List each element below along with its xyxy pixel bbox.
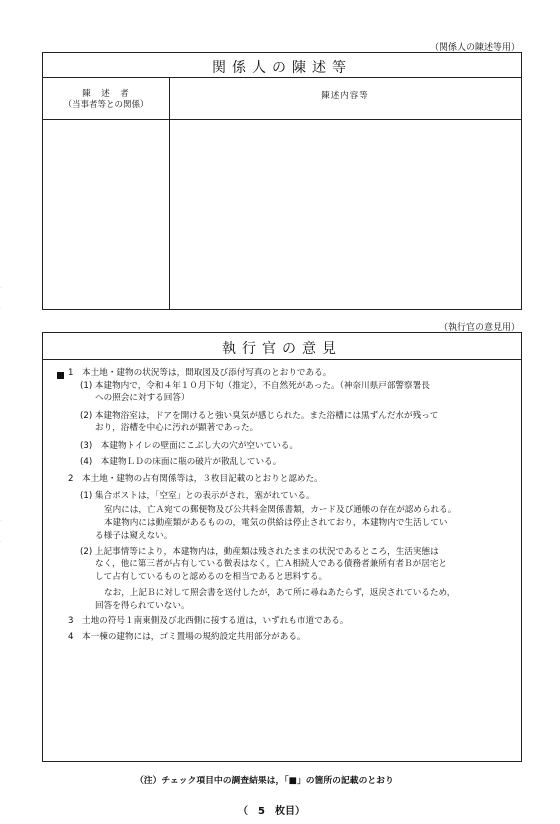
opinion-line: おり，浴槽を中心に汚れが顕著であった。 — [95, 423, 259, 433]
opinion-line: なお，上記Ｂに対して照会書を送付したが，あて所に尋ねあたらず，返戻されているため， — [104, 588, 456, 598]
opinion-line: して占有しているものと認めるのを相当であると思料する。 — [95, 572, 328, 582]
header-divider-left — [43, 119, 169, 120]
opinion-line: 1 本土地・建物の状況等は，間取図及び添付写真のとおりである。 — [68, 368, 332, 378]
header-divider-right — [169, 119, 521, 120]
binding-hole-mark — [0, 520, 5, 542]
opinion-line: 室内には，亡Ａ宛ての郵便物及び公共料金関係書類，カード及び通帳の存在が認められる。 — [104, 505, 457, 515]
title-divider — [43, 77, 521, 78]
binding-hole-mark — [0, 287, 5, 309]
statements-table — [42, 52, 522, 310]
statements-title: 関係人の陳述等 — [212, 60, 352, 76]
opinion-title: 執行官の意見 — [222, 341, 342, 357]
statement-content-header: 陳述内容等 — [321, 91, 369, 101]
page-number: （ 5 枚目） — [238, 806, 305, 817]
opinion-line: なく，他に第三者が占有している徴表はなく，亡Ａ相続人である債務者兼所有者Ｂが居宅と — [95, 559, 448, 569]
declarant-header: 陳 述 者 （当事者等との関係） — [63, 89, 149, 110]
opinion-line: 本建物内には動産類があるものの，電気の供給は停止されており，本建物内で生活してい — [104, 518, 448, 528]
opinion-title-divider — [43, 359, 521, 360]
opinion-line: 回答を得られていない。 — [95, 601, 190, 611]
column-divider — [169, 77, 170, 309]
opinion-line: (1) 本建物内で，令和４年１０月下旬（推定），不自然死があった。（神奈川県戸部警察署長 — [80, 381, 430, 391]
checked-square-icon — [57, 372, 64, 379]
opinion-line: への照会に対する回答） — [95, 393, 190, 403]
opinion-line: (3) 本建物トイレの壁面にこぶし大の穴が空いている。 — [80, 441, 298, 451]
opinion-line: る様子は窺えない。 — [95, 531, 173, 541]
statement-form-caption: （関係人の陳述等用） — [429, 43, 520, 53]
opinion-line: (4) 本建物ＬＤの床面に瓶の破片が散乱している。 — [80, 457, 282, 467]
opinion-line: (2) 本建物浴室は，ドアを開けると強い臭気が感じられた。また浴槽には黒ずんだ水が残って — [80, 411, 439, 421]
opinion-line: 3 土地の符号１南東側及び北西側に接する道は，いずれも市道である。 — [68, 616, 349, 626]
opinion-line: 4 本一棟の建物には，ゴミ置場の規約設定共用部分がある。 — [68, 632, 306, 642]
footnote: （注）チェック項目中の調査結果は，「■」の箇所の記載のとおり — [135, 776, 394, 786]
opinion-form-caption: （執行官の意見用） — [438, 323, 520, 333]
opinion-line: (2) 上記事情等により，本建物内は，動産類は残されたままの状況であるところ，生活実態は — [80, 547, 439, 557]
opinion-line: 2 本土地・建物の占有関係等は，３枚目記載のとおりと認めた。 — [68, 474, 323, 484]
opinion-line: (1) 集合ポストは，「空室」との表示がされ，塞がれている。 — [80, 491, 315, 501]
